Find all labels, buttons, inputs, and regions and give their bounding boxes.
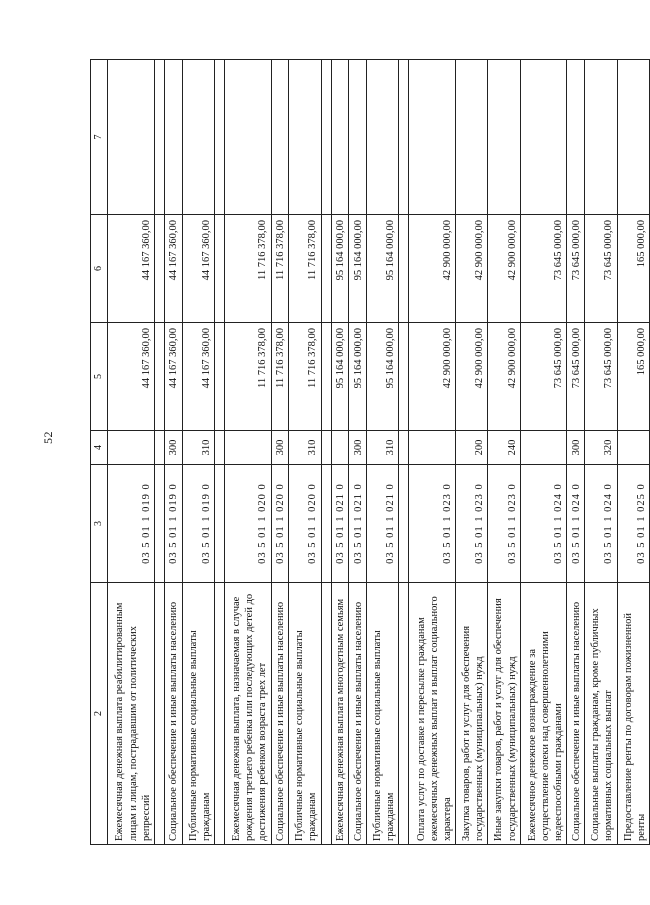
- row-sum-col6-cell: 95 164 000,00: [349, 215, 367, 323]
- row-vr-cell: 300: [271, 431, 289, 465]
- row-sum-col6-cell: 44 167 360,00: [108, 215, 155, 323]
- row-sum-col6-cell: 42 900 000,00: [409, 215, 456, 323]
- row-name-cell: Иные закупки товаров, работ и услуг для обеспечения государственных (муниципальных) нужд: [488, 583, 520, 845]
- row-code-cell: 03 5 01 1 020 0: [271, 465, 289, 583]
- row-vr-cell: [224, 431, 271, 465]
- table-row: [349, 60, 367, 845]
- row-sum-col5-cell: 73 645 000,00: [585, 323, 617, 431]
- row-code-cell: 03 5 01 1 019 0: [108, 465, 155, 583]
- row-code-cell: 03 5 01 1 025 0: [617, 465, 650, 583]
- row-vr-cell: 310: [182, 431, 214, 465]
- row-code-cell: 03 5 01 1 023 0: [488, 465, 520, 583]
- table-row: [409, 60, 456, 845]
- budget-table: [90, 59, 650, 845]
- row-col7-cell: [182, 60, 214, 215]
- header-cell-3: 3: [91, 465, 108, 583]
- header-cell-5: 5: [91, 323, 108, 431]
- spacer-cell: [154, 465, 164, 583]
- table-row: [367, 60, 399, 845]
- row-code-cell: 03 5 01 1 023 0: [409, 465, 456, 583]
- spacer-cell: [321, 431, 331, 465]
- row-code-cell: 03 5 01 1 020 0: [289, 465, 321, 583]
- row-vr-cell: 200: [456, 431, 488, 465]
- table-row: [182, 60, 214, 845]
- spacer-cell: [321, 215, 331, 323]
- row-sum-col5-cell: 42 900 000,00: [456, 323, 488, 431]
- table-row: [108, 60, 155, 845]
- spacer-cell: [154, 60, 164, 215]
- spacer-cell: [214, 323, 224, 431]
- spacer-cell: [399, 323, 409, 431]
- table-row: [271, 60, 289, 845]
- row-sum-col5-cell: 95 164 000,00: [331, 323, 349, 431]
- row-code-cell: 03 5 01 1 023 0: [456, 465, 488, 583]
- table-row: [224, 60, 271, 845]
- spacer-cell: [214, 465, 224, 583]
- row-col7-cell: [349, 60, 367, 215]
- table-row: [289, 60, 321, 845]
- row-sum-col5-cell: 44 167 360,00: [182, 323, 214, 431]
- row-col7-cell: [108, 60, 155, 215]
- row-sum-col5-cell: 42 900 000,00: [409, 323, 456, 431]
- page-number: 52: [41, 431, 55, 444]
- row-name-cell: Публичные нормативные социальные выплаты гражданам: [367, 583, 399, 845]
- row-col7-cell: [585, 60, 617, 215]
- table-row: [585, 60, 617, 845]
- row-code-cell: 03 5 01 1 019 0: [182, 465, 214, 583]
- spacer-cell: [321, 323, 331, 431]
- spacer-cell: [154, 583, 164, 845]
- spacer-cell: [214, 215, 224, 323]
- spacer-cell: [399, 465, 409, 583]
- table-row: [456, 60, 488, 845]
- row-col7-cell: [331, 60, 349, 215]
- row-name-cell: Закупка товаров, работ и услуг для обеспечения государственных (муниципальных) нужд: [456, 583, 488, 845]
- row-code-cell: 03 5 01 1 024 0: [520, 465, 567, 583]
- row-vr-cell: [331, 431, 349, 465]
- row-vr-cell: 310: [367, 431, 399, 465]
- row-vr-cell: [108, 431, 155, 465]
- row-name-cell: Ежемесячная денежная выплата, назначаемая в случае рождения третьего ребенка или последующих детей до достижения ребенком возраста трех лет: [224, 583, 271, 845]
- header-row: [91, 60, 108, 845]
- row-vr-cell: 300: [567, 431, 585, 465]
- spacer-row: [154, 60, 164, 845]
- spacer-row: [321, 60, 331, 845]
- row-code-cell: 03 5 01 1 019 0: [164, 465, 182, 583]
- spacer-cell: [399, 431, 409, 465]
- row-vr-cell: 300: [164, 431, 182, 465]
- table-row: [331, 60, 349, 845]
- row-sum-col6-cell: 73 645 000,00: [585, 215, 617, 323]
- row-sum-col6-cell: 42 900 000,00: [488, 215, 520, 323]
- table-container: [90, 60, 650, 845]
- row-sum-col5-cell: 95 164 000,00: [349, 323, 367, 431]
- table-row: [488, 60, 520, 845]
- spacer-cell: [321, 465, 331, 583]
- row-sum-col5-cell: 73 645 000,00: [520, 323, 567, 431]
- row-name-cell: Предоставление ренты по договорам пожизненной ренты: [617, 583, 650, 845]
- row-sum-col5-cell: 44 167 360,00: [108, 323, 155, 431]
- row-sum-col5-cell: 11 716 378,00: [289, 323, 321, 431]
- row-code-cell: 03 5 01 1 021 0: [367, 465, 399, 583]
- row-sum-col6-cell: 73 645 000,00: [567, 215, 585, 323]
- row-col7-cell: [224, 60, 271, 215]
- row-vr-cell: [409, 431, 456, 465]
- row-name-cell: Ежемесячная денежная выплата многодетным семьям: [331, 583, 349, 845]
- row-vr-cell: 300: [349, 431, 367, 465]
- row-name-cell: Социальное обеспечение и иные выплаты населению: [271, 583, 289, 845]
- row-col7-cell: [488, 60, 520, 215]
- row-col7-cell: [367, 60, 399, 215]
- spacer-cell: [214, 60, 224, 215]
- row-sum-col5-cell: 95 164 000,00: [367, 323, 399, 431]
- spacer-row: [214, 60, 224, 845]
- spacer-cell: [399, 215, 409, 323]
- spacer-cell: [154, 431, 164, 465]
- row-col7-cell: [520, 60, 567, 215]
- row-col7-cell: [456, 60, 488, 215]
- row-code-cell: 03 5 01 1 024 0: [567, 465, 585, 583]
- row-vr-cell: 240: [488, 431, 520, 465]
- row-sum-col5-cell: 73 645 000,00: [567, 323, 585, 431]
- row-name-cell: Оплата услуг по доставке и пересылке гражданам ежемесячных денежных выплат и выплат социального характера: [409, 583, 456, 845]
- row-name-cell: Публичные нормативные социальные выплаты гражданам: [289, 583, 321, 845]
- spacer-cell: [321, 60, 331, 215]
- spacer-cell: [214, 583, 224, 845]
- spacer-cell: [399, 583, 409, 845]
- row-code-cell: 03 5 01 1 021 0: [331, 465, 349, 583]
- rotated-table-frame: [90, 60, 650, 845]
- row-sum-col6-cell: 11 716 378,00: [289, 215, 321, 323]
- row-col7-cell: [271, 60, 289, 215]
- spacer-cell: [154, 215, 164, 323]
- row-sum-col6-cell: 165 000,00: [617, 215, 650, 323]
- header-cell-2: 2: [91, 583, 108, 845]
- row-name-cell: Социальное обеспечение и иные выплаты населению: [349, 583, 367, 845]
- row-sum-col6-cell: 44 167 360,00: [182, 215, 214, 323]
- table-row: [567, 60, 585, 845]
- row-sum-col5-cell: 44 167 360,00: [164, 323, 182, 431]
- row-col7-cell: [567, 60, 585, 215]
- spacer-cell: [399, 60, 409, 215]
- table-row: [520, 60, 567, 845]
- row-sum-col6-cell: 73 645 000,00: [520, 215, 567, 323]
- spacer-cell: [321, 583, 331, 845]
- spacer-row: [399, 60, 409, 845]
- row-name-cell: Социальное обеспечение и иные выплаты населению: [164, 583, 182, 845]
- spacer-cell: [214, 431, 224, 465]
- row-sum-col6-cell: 44 167 360,00: [164, 215, 182, 323]
- row-sum-col5-cell: 42 900 000,00: [488, 323, 520, 431]
- row-sum-col5-cell: 11 716 378,00: [224, 323, 271, 431]
- row-vr-cell: [617, 431, 650, 465]
- row-col7-cell: [164, 60, 182, 215]
- row-code-cell: 03 5 01 1 021 0: [349, 465, 367, 583]
- header-cell-7: 7: [91, 60, 108, 215]
- row-name-cell: Ежемесячное денежное вознаграждение за осуществление опеки над совершеннолетними недееспособными гражданами: [520, 583, 567, 845]
- row-name-cell: Публичные нормативные социальные выплаты гражданам: [182, 583, 214, 845]
- table-row: [617, 60, 650, 845]
- row-sum-col6-cell: 42 900 000,00: [456, 215, 488, 323]
- row-sum-col6-cell: 95 164 000,00: [331, 215, 349, 323]
- table-row: [164, 60, 182, 845]
- row-code-cell: 03 5 01 1 024 0: [585, 465, 617, 583]
- header-cell-4: 4: [91, 431, 108, 465]
- row-name-cell: Социальные выплаты гражданам, кроме публичных нормативных социальных выплат: [585, 583, 617, 845]
- row-col7-cell: [289, 60, 321, 215]
- row-col7-cell: [409, 60, 456, 215]
- row-sum-col6-cell: 11 716 378,00: [271, 215, 289, 323]
- row-sum-col5-cell: 165 000,00: [617, 323, 650, 431]
- row-vr-cell: 320: [585, 431, 617, 465]
- spacer-cell: [154, 323, 164, 431]
- header-cell-6: 6: [91, 215, 108, 323]
- row-name-cell: Социальное обеспечение и иные выплаты населению: [567, 583, 585, 845]
- row-code-cell: 03 5 01 1 020 0: [224, 465, 271, 583]
- row-vr-cell: 310: [289, 431, 321, 465]
- row-sum-col6-cell: 11 716 378,00: [224, 215, 271, 323]
- row-sum-col5-cell: 11 716 378,00: [271, 323, 289, 431]
- row-vr-cell: [520, 431, 567, 465]
- row-sum-col6-cell: 95 164 000,00: [367, 215, 399, 323]
- row-name-cell: Ежемесячная денежная выплата реабилитированным лицам и лицам, пострадавшим от политических репрессий: [108, 583, 155, 845]
- row-col7-cell: [617, 60, 650, 215]
